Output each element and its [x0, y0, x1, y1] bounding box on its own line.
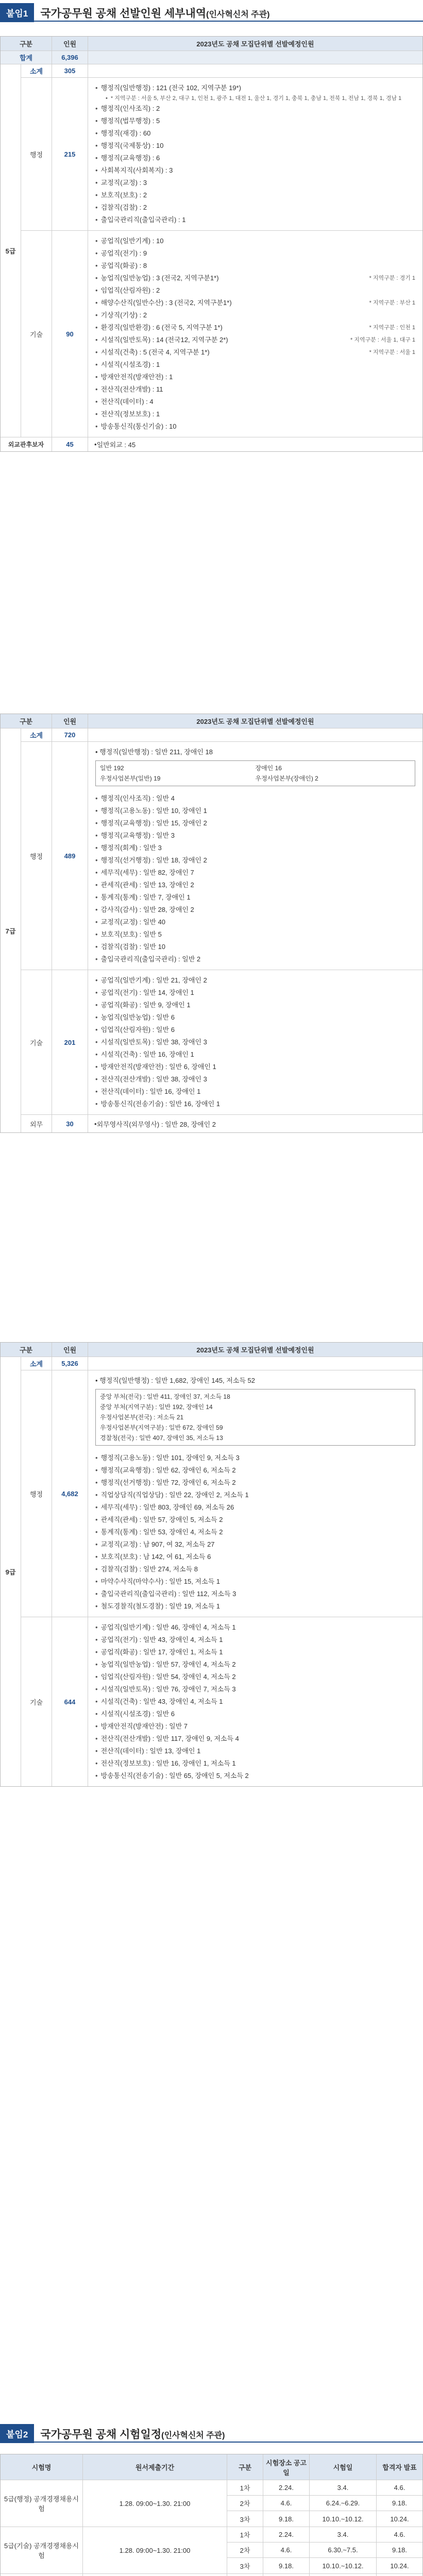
exam-name: 5급(기술) 공개경쟁채용시험: [1, 2527, 83, 2573]
section1-tag: 붙임1: [0, 3, 34, 22]
foreign-list: • 외무영사직(외무영사) : 일반 28, 장애인 2: [94, 1120, 216, 1128]
section2-divider: [0, 2442, 423, 2443]
list-item: • 시설직(일반토목) : 일반 76, 장애인 7, 저소득 3: [95, 1683, 422, 1696]
diplomat-label: 외교관후보자: [1, 437, 52, 451]
list-item: • 행정직(인사조직) : 일반 4: [95, 792, 422, 805]
exam-period: 1.28. 09:00~1.30. 21:00: [83, 2480, 227, 2527]
diplomat-list: • 일반외교 : 45: [94, 440, 136, 449]
list-item: • 세무직(세무) : 일반 803, 장애인 69, 저소득 26: [95, 1501, 422, 1514]
list-item: • 시설직(일반토목) : 14 (전국12, 지역구분 2*) * 지역구분 : 서울 1, 대구 1: [95, 334, 422, 346]
list-item: • 공업직(화공) : 일반 9, 장애인 1: [95, 999, 422, 1011]
admin-list: [88, 78, 422, 230]
header-category: 구분: [1, 714, 52, 728]
admin-value: 215: [52, 78, 88, 230]
list-item: • 농업직(일반농업) : 일반 57, 장애인 4, 저소득 2: [95, 1658, 422, 1671]
exam-date-cell: 3.4.: [310, 2527, 377, 2542]
stage-cell: 3차: [227, 2558, 263, 2573]
section2-title: 국가공무원 공채 시험일정(인사혁신처 주관): [40, 2428, 225, 2441]
grade7-tech-row: [21, 970, 422, 1115]
box-item: 우정사업본부(전국) : 저소득 21: [100, 1414, 184, 1421]
exam-date-cell: 10.10.~10.12.: [310, 2511, 377, 2527]
admin-list: [88, 742, 422, 970]
list-item: • 행정직(선거행정) : 일반 18, 장애인 2: [95, 854, 422, 867]
list-item: • 교정직(교정) : 일반 40: [95, 916, 422, 928]
list-item: • 행정직(교육행정) : 일반 3: [95, 829, 422, 842]
list-item: • 행정직(교육행정) : 6: [95, 152, 422, 164]
list-item: • 행정직(선거행정) : 일반 72, 장애인 6, 저소득 2: [95, 1477, 422, 1489]
section1-divider: [0, 21, 423, 22]
header-count: 인원: [52, 1343, 88, 1357]
admin-label: 행정: [21, 1370, 52, 1617]
list-item: • 세무직(세무) : 일반 82, 장애인 7: [95, 867, 422, 879]
table-row: [227, 2496, 422, 2511]
grade7-subtotal-row: [21, 728, 422, 742]
total-label: 합계: [1, 51, 52, 64]
list-item: • 전산직(데이터) : 일반 13, 장애인 1: [95, 1745, 422, 1757]
list-item: • 임업직(산림자원) : 2: [95, 284, 422, 297]
list-item: • 행정직(법무행정) : 5: [95, 115, 422, 127]
subtotal-value: 720: [52, 728, 88, 741]
list-item: • 시설직(건축) : 일반 16, 장애인 1: [95, 1048, 422, 1061]
table-row: [227, 2543, 422, 2558]
exam-date-cell: 3.4.: [310, 2480, 377, 2495]
exam-group: [1, 2574, 422, 2576]
list-item: • 검찰직(검찰) : 일반 274, 저소득 8: [95, 1563, 422, 1575]
list-item: • 검찰직(검찰) : 2: [95, 201, 422, 214]
venue-date-cell: 2.24.: [263, 2527, 310, 2542]
list-item: • 방재안전직(방재안전) : 일반 7: [95, 1720, 422, 1733]
header-category: 구분: [1, 37, 52, 50]
subtotal-value: 5,326: [52, 1357, 88, 1370]
section2-tag: 붙임2: [0, 2424, 34, 2443]
header-count: 인원: [52, 37, 88, 50]
list-item: • 해양수산직(일반수산) : 3 (전국2, 지역구분1*) * 지역구분 : 부산 1: [95, 297, 422, 309]
list-item: • 감사직(감사) : 일반 28, 장애인 2: [95, 904, 422, 916]
stage-cell: 2차: [227, 2543, 263, 2557]
header-exam-date: 시험일: [310, 2454, 377, 2480]
exam-name: [1, 2574, 83, 2576]
list-item: • 전산직(전산개발) : 일반 38, 장애인 3: [95, 1073, 422, 1086]
list-item: • 관세직(관세) : 일반 57, 장애인 5, 저소득 2: [95, 1514, 422, 1526]
grade7-admin-row: [21, 742, 422, 970]
list-item: • 전산직(데이터) : 4: [95, 396, 422, 408]
list-item: • 환경직(일반환경) : 6 (전국 5, 지역구분 1*) * 지역구분 : 인천 1: [95, 321, 422, 334]
list-item: • 공업직(일반기계) : 10: [95, 235, 422, 247]
list-item: • 공업직(전기) : 일반 43, 장애인 4, 저소득 1: [95, 1634, 422, 1646]
grade7-foreign-row: [21, 1115, 422, 1132]
venue-date-cell: 9.18.: [263, 2511, 310, 2527]
table-header-row: [1, 714, 422, 728]
total-row: [1, 51, 422, 64]
list-item: • 보호직(보호) : 2: [95, 189, 422, 201]
box-item: 우정사업본부(지역구분) : 일반 672, 장애인 59: [100, 1424, 223, 1431]
admin-breakdown-box: [95, 1389, 415, 1446]
exam-date-cell: 10.10.~10.12.: [310, 2558, 377, 2573]
list-item: • 방재안전직(방재안전) : 1: [95, 371, 422, 383]
tech-label: 기술: [21, 1617, 52, 1786]
grade9-admin-row: [21, 1370, 422, 1617]
header-venue-date: 시험장소 공고일: [263, 2454, 310, 2480]
admin-value: 489: [52, 742, 88, 970]
grade9-body: [1, 1357, 422, 1786]
box-item: 경찰청(전국) : 일반 407, 장애인 35, 저소득 13: [100, 1434, 223, 1442]
exam-group: [1, 2527, 422, 2574]
list-item: • 공업직(전기) : 일반 14, 장애인 1: [95, 987, 422, 999]
header-category: 구분: [1, 1343, 52, 1357]
list-item: • 농업직(일반농업) : 일반 6: [95, 1011, 422, 1024]
foreign-value: 30: [52, 1115, 88, 1132]
box-item: 우정사업본부(일반) 19: [100, 775, 161, 782]
subtotal-label: 소계: [21, 64, 52, 77]
grade9-subtotal-row: [21, 1357, 422, 1370]
tech-value: 90: [52, 231, 88, 437]
tech-list: [88, 970, 422, 1114]
stage-cell: 1차: [227, 2480, 263, 2495]
section1-header: [0, 3, 423, 22]
list-item: • 전산직(정보보호) : 1: [95, 408, 422, 420]
venue-date-cell: [263, 2574, 310, 2576]
result-date-cell: 9.18.: [392, 2499, 407, 2507]
tech-list: [88, 1617, 422, 1786]
diplomat-value: 45: [52, 437, 88, 451]
box-item: 일반 192: [100, 765, 124, 772]
list-item: • 교정직(교정) : 남 907, 여 32, 저소득 27: [95, 1538, 422, 1551]
list-item: • 공업직(화공) : 8: [95, 260, 422, 272]
table-row: [227, 2574, 422, 2576]
result-date-cell: 10.24.: [390, 2562, 409, 2570]
exam-period: 1.28. 09:00~1.30. 21:00: [83, 2527, 227, 2573]
list-item: • 방송통신직(통신기술) : 10: [95, 420, 422, 433]
table-header-row: [1, 1343, 422, 1357]
list-item: • 교정직(교정) : 3: [95, 177, 422, 189]
list-item: • 시설직(시설조경) : 1: [95, 359, 422, 371]
list-item: • 시설직(건축) : 일반 43, 장애인 4, 저소득 1: [95, 1696, 422, 1708]
admin-value: 4,682: [52, 1370, 88, 1617]
exam-name: 5급(행정) 공개경쟁채용시험: [1, 2480, 83, 2527]
list-item: • 출입국관리직(출입국관리) : 일반 112, 저소득 3: [95, 1588, 422, 1600]
tech-label: 기술: [21, 970, 52, 1114]
header-detail: 2023년도 공채 모집단위별 선발예정인원: [196, 718, 314, 725]
stage-cell: 2차: [227, 2496, 263, 2511]
exam-group: [1, 2480, 422, 2527]
list-item: • 방송통신직(전송기술) : 일반 65, 장애인 5, 저소득 2: [95, 1770, 422, 1782]
admin-list: [88, 1370, 422, 1617]
list-item: • 행정직(인사조직) : 2: [95, 103, 422, 115]
box-item: 중앙 부처(지역구분) : 일반 192, 장애인 14: [100, 1403, 213, 1411]
list-item: • 공업직(일반기계) : 일반 21, 장애인 2: [95, 974, 422, 987]
list-item: • 시설직(건축) : 5 (전국 4, 지역구분 1*) * 지역구분 : 서울 1: [95, 346, 422, 359]
venue-date-cell: 4.6.: [263, 2496, 310, 2511]
list-item: • 방재안전직(방재안전) : 일반 6, 장애인 1: [95, 1061, 422, 1073]
list-item: • 행정직(교육행정) : 일반 62, 장애인 6, 저소득 2: [95, 1464, 422, 1477]
table-header-row: [1, 2454, 422, 2480]
list-item: • 관세직(관세) : 일반 13, 장애인 2: [95, 879, 422, 891]
list-item: • 기상직(기상) : 2: [95, 309, 422, 321]
grade5-tech-row: [21, 231, 422, 437]
section1-title: 국가공무원 공채 선발인원 세부내역(인사혁신처 주관): [40, 7, 270, 20]
header-stage: 구분: [227, 2454, 263, 2480]
list-item: • 출입국관리직(출입국관리) : 1: [95, 214, 422, 226]
list-item: • 통계직(통계) : 일반 53, 장애인 4, 저소득 2: [95, 1526, 422, 1538]
list-item: • 임업직(산림자원) : 일반 6: [95, 1024, 422, 1036]
list-item: • 직업상담직(직업상담) : 일반 22, 장애인 2, 저소득 1: [95, 1489, 422, 1501]
exam-date-cell: 6.30.~7.5.: [310, 2543, 377, 2557]
list-item: • 통계직(통계) : 일반 7, 장애인 1: [95, 891, 422, 904]
result-date-cell: 4.6.: [394, 2484, 405, 2492]
list-item: • 검찰직(검찰) : 일반 10: [95, 941, 422, 953]
result-date-cell: 10.24.: [390, 2515, 409, 2523]
subtotal-label: 소계: [21, 1357, 52, 1370]
header-result-date: 합격자 발표: [382, 2464, 417, 2471]
box-item: 장애인 16: [255, 765, 282, 772]
list-item: • 전산직(정보보호) : 일반 16, 장애인 1, 저소득 1: [95, 1757, 422, 1770]
stage-cell: 3차: [227, 2511, 263, 2527]
tech-list: [88, 231, 422, 437]
list-item: • 전산직(전산개발) : 일반 117, 장애인 9, 저소득 4: [95, 1733, 422, 1745]
list-item: • 행정직(일반행정) : 121 (전국 102, 지역구분 19*): [95, 82, 422, 94]
list-item: • 출입국관리직(출입국관리) : 일반 2: [95, 953, 422, 965]
list-item: • 임업직(산림자원) : 일반 54, 장애인 4, 저소득 2: [95, 1671, 422, 1683]
result-date-cell: 9.18.: [392, 2546, 407, 2554]
box-item: 우정사업본부(장애인) 2: [255, 775, 318, 782]
grade5-body: [1, 64, 422, 437]
header-count: 인원: [52, 714, 88, 728]
admin-label: 행정: [21, 742, 52, 970]
venue-date-cell: 4.6.: [263, 2543, 310, 2557]
diplomat-row: [1, 437, 422, 451]
list-item: • 공업직(화공) : 일반 17, 장애인 1, 저소득 1: [95, 1646, 422, 1658]
header-exam: 시험명: [1, 2454, 83, 2480]
list-item: • 보호직(보호) : 일반 5: [95, 928, 422, 941]
admin-top-item: • 행정직(일반행정) : 일반 211, 장애인 18: [95, 748, 213, 756]
list-item: • 사회복지직(사회복지) : 3: [95, 164, 422, 177]
header-period: 원서제출기간: [83, 2454, 227, 2480]
table-row: [227, 2558, 422, 2573]
list-item: • 전산직(전산개발) : 11: [95, 383, 422, 396]
exam-period: [83, 2574, 227, 2576]
subtotal-value: 305: [52, 64, 88, 77]
header-detail: 2023년도 공채 모집단위별 선발예정인원: [196, 1346, 314, 1354]
admin-top-item: • 행정직(일반행정) : 일반 1,682, 장애인 145, 저소득 52: [95, 1377, 256, 1384]
admin-label: 행정: [21, 78, 52, 230]
list-item: • 마약수사직(마약수사) : 일반 15, 저소득 1: [95, 1575, 422, 1588]
table-header-row: [1, 37, 422, 51]
list-item: • 보호직(보호) : 남 142, 여 61, 저소득 6: [95, 1551, 422, 1563]
foreign-label: 외무: [21, 1115, 52, 1132]
list-item: • 행정직(회계) : 일반 3: [95, 842, 422, 854]
stage-cell: 1차: [227, 2527, 263, 2542]
table-row: [227, 2527, 422, 2543]
list-item: • 시설직(시설조경) : 일반 6: [95, 1708, 422, 1720]
exam-date-cell: 6.24.~6.29.: [310, 2496, 377, 2511]
list-item: • 행정직(고용노동) : 일반 10, 장애인 1: [95, 805, 422, 817]
tech-value: 644: [52, 1617, 88, 1786]
schedule-table: [0, 2454, 423, 2576]
subtotal-label: 소계: [21, 728, 52, 741]
tech-value: 201: [52, 970, 88, 1114]
tech-label: 기술: [21, 231, 52, 437]
total-value: 6,396: [52, 51, 88, 64]
grade5-table: [0, 36, 423, 452]
list-item: • 행정직(재경) : 60: [95, 127, 422, 140]
admin-breakdown-box: [95, 760, 415, 786]
region-note: • * 지역구분 : 서울 5, 부산 2, 대구 1, 인천 1, 광주 1, 대전 1, 울산 1, 경기 1, 충북 1, 충남 1, 전북 1, 전남 1, 경북 1, 경남 1: [95, 94, 422, 103]
grade5-label: 5급: [1, 64, 21, 437]
grade9-table: [0, 1342, 423, 1787]
result-date-cell: [377, 2574, 422, 2576]
list-item: • 행정직(국제통상) : 10: [95, 140, 422, 152]
box-item: 중앙 부처(전국) : 일반 411, 장애인 37, 저소득 18: [100, 1393, 230, 1400]
header-detail: 2023년도 공채 모집단위별 선발예정인원: [196, 40, 314, 48]
stage-cell: [227, 2574, 263, 2576]
result-date-cell: 4.6.: [394, 2531, 405, 2538]
list-item: • 시설직(일반토목) : 일반 38, 장애인 3: [95, 1036, 422, 1048]
section2-header: [0, 2424, 423, 2443]
list-item: • 행정직(고용노동) : 일반 101, 장애인 9, 저소득 3: [95, 1452, 422, 1464]
grade7-label: 7급: [1, 728, 21, 1132]
grade7-body: [1, 728, 422, 1132]
exam-date-cell: [310, 2574, 377, 2576]
list-item: • 전산직(데이터) : 일반 16, 장애인 1: [95, 1086, 422, 1098]
grade5-subtotal-row: [21, 64, 422, 78]
grade9-tech-row: [21, 1617, 422, 1786]
list-item: • 철도경찰직(철도경찰) : 일반 19, 저소득 1: [95, 1600, 422, 1613]
grade9-label: 9급: [1, 1357, 21, 1786]
table-row: [227, 2480, 422, 2496]
list-item: • 공업직(일반기계) : 일반 46, 장애인 4, 저소득 1: [95, 1621, 422, 1634]
table-row: [227, 2511, 422, 2527]
grade7-table: [0, 714, 423, 1133]
list-item: • 농업직(일반농업) : 3 (전국2, 지역구분1*) * 지역구분 : 경기 1: [95, 272, 422, 284]
list-item: • 행정직(교육행정) : 일반 15, 장애인 2: [95, 817, 422, 829]
venue-date-cell: 9.18.: [263, 2558, 310, 2573]
list-item: • 방송통신직(전송기술) : 일반 16, 장애인 1: [95, 1098, 422, 1110]
venue-date-cell: 2.24.: [263, 2480, 310, 2495]
list-item: • 공업직(전기) : 9: [95, 247, 422, 260]
grade5-admin-row: [21, 78, 422, 231]
